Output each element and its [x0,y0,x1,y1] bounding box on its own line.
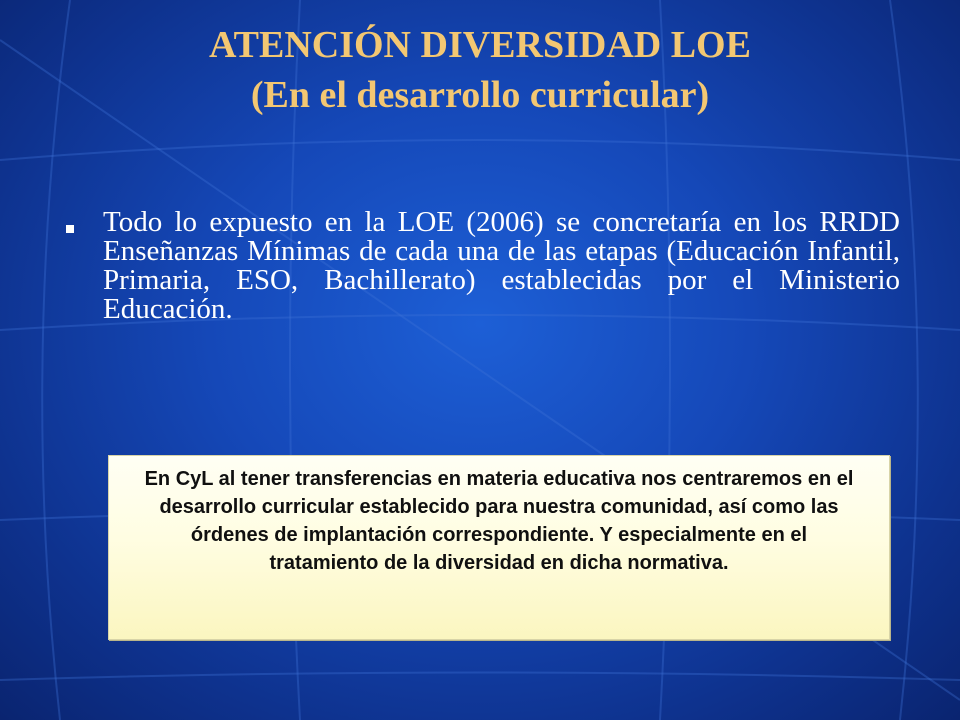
slide-title-line-2: (En el desarrollo curricular) [250,74,710,116]
slide-title-line-1: ATENCIÓN DIVERSIDAD LOE [209,24,751,66]
note-text: En CyL al tener transferencias en materia educativa nos centraremos en el desarrollo curricular establecido para nuestra comunidad, así como las órdenes de implantación correspondiente. Y especialmente en el tratamiento de la diversidad en dicha normativa. [144,468,854,574]
note-box [108,455,890,640]
slide-title [0,20,960,120]
square-bullet-icon [66,225,74,233]
bullet-text: Todo lo expuesto en la LOE (2006) se concretaría en los RRDD Enseñanzas Mínimas de cada una de las etapas (Educación Infantil, Primaria, ESO, Bachillerato) establecidas por el Ministerio Educación. [103,206,900,325]
